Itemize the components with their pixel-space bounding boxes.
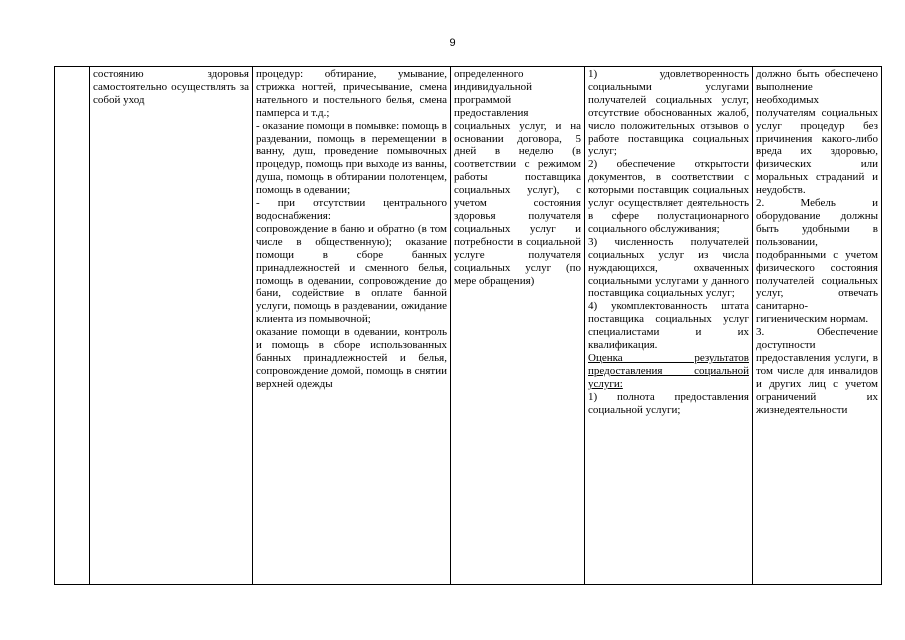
cell-paragraph: 2. Мебель и оборудование должны быть удобными в пользовании, подобранными с учетом физического состояния получателей социальных услуг, отвечать санитарно-гигиеническим нормам. [756, 197, 878, 326]
cell-text: определенного индивидуальной программой предоставления социальных услуг, и на основании договора, 5 дней в неделю (в соответствии с режимом работы поставщика социальных услуг), с учетом состояния здоровья получателя социальных услуг и потребности в социальной услуге получателя социальных услуг (по мере обращения) [454, 68, 581, 287]
cell-paragraph: 4) укомплектованность штата поставщика социальных услуг специалистами и их квалификация. [588, 300, 749, 352]
cell-paragraph: процедур: обтирание, умывание, стрижка ногтей, причесывание, смена нательного и постельного белья, смена памперса и т.д.; [256, 68, 447, 119]
evaluation-heading: Оценка результатов предоставления социальной услуги: [588, 351, 749, 390]
table-cell-service-name [90, 67, 253, 585]
cell-paragraph: сопровождение в баню и обратно (в том числе в общественную); оказание помощи в сборе банных принадлежностей и сменного белья, помощь в одевании, сопровождение до бани, содействие в оплате банной услуги, помощь в раздевании, ожидание клиента из помывочной; [256, 222, 447, 326]
cell-paragraph: - оказание помощи в помывке: помощь в раздевании, помощь в перемещении в ванну, душ, проведение помывочных процедур, помощь при выходе из ванны, душа, помощь в обтирании полотенцем, помощь в одевании; [256, 119, 447, 197]
cell-paragraph: - при отсутствии центрального водоснабжения: [256, 197, 447, 222]
table-row [55, 67, 882, 585]
cell-paragraph: должно быть обеспечено выполнение необходимых получателям социальных услуг процедур без причинения какого-либо вреда их здоровью, физических или моральных страданий и неудобств. [756, 68, 878, 197]
cell-text: состоянию здоровья самостоятельно осуществлять за собой уход [93, 68, 249, 106]
table-cell-service-terms [451, 67, 585, 585]
cell-paragraph: 1) полнота предоставления социальной услуги; [588, 390, 749, 416]
cell-paragraph: 1) удовлетворенность социальными услугами получателей социальных услуг, отсутствие обоснованных жалоб, число положительных отзывов о работе поставщика социальных услуг; [588, 68, 749, 158]
table-cell-quality-indicators [585, 67, 753, 585]
cell-paragraph: 3) численность получателей социальных услуг из числа нуждающихся, охваченных социальными услугами у данного поставщика социальных услуг; [588, 235, 749, 300]
page-number: 9 [449, 37, 456, 49]
cell-paragraph: 3. Обеспечение доступности предоставления услуги, в том числе для инвалидов и других лиц с учетом ограничений их жизнедеятельности [756, 326, 878, 416]
table-cell-service-content [253, 67, 451, 585]
cell-paragraph: 2) обеспечение открытости документов, в соответствии с которыми поставщик социальных услуг осуществляет деятельность в сфере полустационарного социального обслуживания; [588, 158, 749, 235]
services-table [54, 66, 882, 585]
table-cell-service-conditions [753, 67, 882, 585]
table-cell-index [55, 67, 90, 585]
cell-paragraph: оказание помощи в одевании, контроль и помощь в сборе использованных банных принадлежностей и белья, сопровождение домой, помощь в снятии верхней одежды [256, 326, 447, 390]
